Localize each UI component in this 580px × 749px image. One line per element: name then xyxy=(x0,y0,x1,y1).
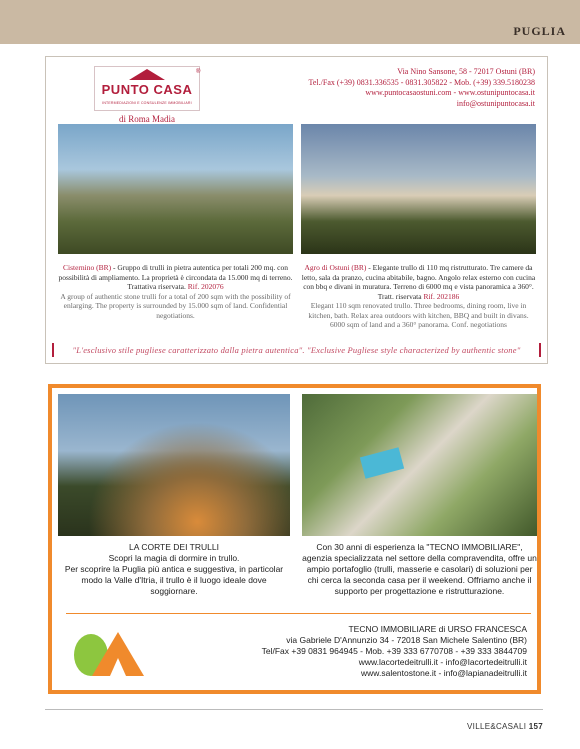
page-footer xyxy=(467,722,543,731)
tecno-immobiliare-logo xyxy=(68,620,148,682)
region-title: PUGLIA xyxy=(513,24,566,38)
tecno-immobiliare-ad xyxy=(48,384,541,694)
punto-casa-contact xyxy=(275,67,535,109)
contact-website[interactable]: www.puntocasaostuni.com - www.ostunipuntocasa.it xyxy=(365,88,535,97)
listing-location: Cisternino (BR) xyxy=(63,263,112,272)
company-web-2[interactable]: www.salentostone.it - info@lapianadeitrulli.it xyxy=(361,668,527,678)
trulli-night-photo xyxy=(58,394,290,536)
listing-ref: Rif. 202186 xyxy=(423,291,460,301)
contact-email[interactable]: info@ostunipuntocasa.it xyxy=(456,98,535,108)
slogan-text: "L'esclusivo stile pugliese caratterizzato dalla pietra autentica". "Exclusive Pugliese style characterized by authentic stone" xyxy=(72,345,521,355)
footer-divider xyxy=(45,709,543,710)
pool-shape xyxy=(360,447,404,479)
caption-line: Scopri la magia di dormire in trullo. xyxy=(108,553,240,563)
company-phone: Tel/Fax +39 0831 964945 - Mob. +39 333 6770708 - +39 333 3844709 xyxy=(261,646,527,656)
punto-casa-ad xyxy=(45,56,548,364)
listing-ostuni xyxy=(301,263,536,330)
logo-cutout xyxy=(110,658,126,676)
page-number: 157 xyxy=(528,722,543,731)
corte-trulli-caption xyxy=(58,542,290,597)
punto-casa-logo xyxy=(94,66,200,111)
company-address: via Gabriele D'Annunzio 34 - 72018 San Michele Salentino (BR) xyxy=(286,635,527,645)
company-web-1[interactable]: www.lacortedeitrulli.it - info@lacortedeitrulli.it xyxy=(358,657,527,667)
trulli-stone-photo xyxy=(58,124,293,254)
contact-phone: Tel./Fax (+39) 0831.336535 - 0831.305822 - Mob. (+39) 339.5180238 xyxy=(308,77,535,87)
listing-italian-text: - Elegante trullo di 110 mq ristrutturato. Tre camere da letto, sala da pranzo, cucina abitabile, bagno. Angolo relax esterno con cucina con bbq e divani in muratura. Terreno di 6000 mq e vista panoramica a 360°. Tratt. riservata xyxy=(301,263,536,301)
registered-mark: ® xyxy=(196,69,201,75)
logo-wordmark: PUNTO CASA xyxy=(101,82,193,97)
contact-address: Via Nino Sansone, 58 - 72017 Ostuni (BR) xyxy=(397,67,535,76)
caption-heading: LA CORTE DEI TRULLI xyxy=(129,542,219,552)
tecno-contact xyxy=(187,624,527,679)
trullo-sunset-photo xyxy=(301,124,536,254)
header-band xyxy=(0,0,580,44)
logo-tagline: INTERMEDIAZIONI E CONSULENZE IMMOBILIARI xyxy=(102,101,192,105)
listing-english-text: A group of authentic stone trulli for a total of 200 sqm with the possibility of enlarging. The property is surrounded by 15.000 sqm of land. Confidential negotiations. xyxy=(60,291,291,320)
magazine-name: VILLE&CASALI xyxy=(467,722,527,731)
house-roof-icon xyxy=(129,69,165,80)
slogan-bar xyxy=(52,343,541,357)
company-name: TECNO IMMOBILIARE di URSO FRANCESCA xyxy=(348,624,527,634)
logo-subtitle: di Roma Madia xyxy=(119,114,175,124)
listing-english-text: Elegant 110 sqm renovated trullo. Three bedrooms, dining room, live in kitchen, bath. Relax area outdoors with kitchen, BBQ and built in divans. 6000 sqm of land and a 360° panorama. Conf. negotiations xyxy=(308,301,529,329)
listing-location: Agro di Ostuni (BR) xyxy=(304,263,367,272)
caption-line: Per scoprire la Puglia più antica e suggestiva, in particolar modo la Valle d'Itria, il trullo è il luogo ideale dove soggiornare. xyxy=(64,564,284,596)
orange-divider xyxy=(66,613,531,614)
listing-italian-text: - Gruppo di trulli in pietra autentica per totali 200 mq. con possibilità di ampliamento. La proprietà è circondata da 15.000 mq di terreno. Trattativa riservata. xyxy=(58,263,293,291)
tecno-description: Con 30 anni di esperienza la "TECNO IMMOBILIARE", agenzia specializzata nel settore della compravendita, offre un ampio portafoglio (trulli, masserie e casolari) di soluzioni per chi cerca la seconda casa per il weekend. Offriamo anche il supporto per progettazione e ristrutturazione. xyxy=(302,542,537,596)
aerial-villa-pool-photo xyxy=(302,394,537,536)
listing-cisternino xyxy=(58,263,293,320)
listing-ref: Rif. 202076 xyxy=(187,282,224,291)
